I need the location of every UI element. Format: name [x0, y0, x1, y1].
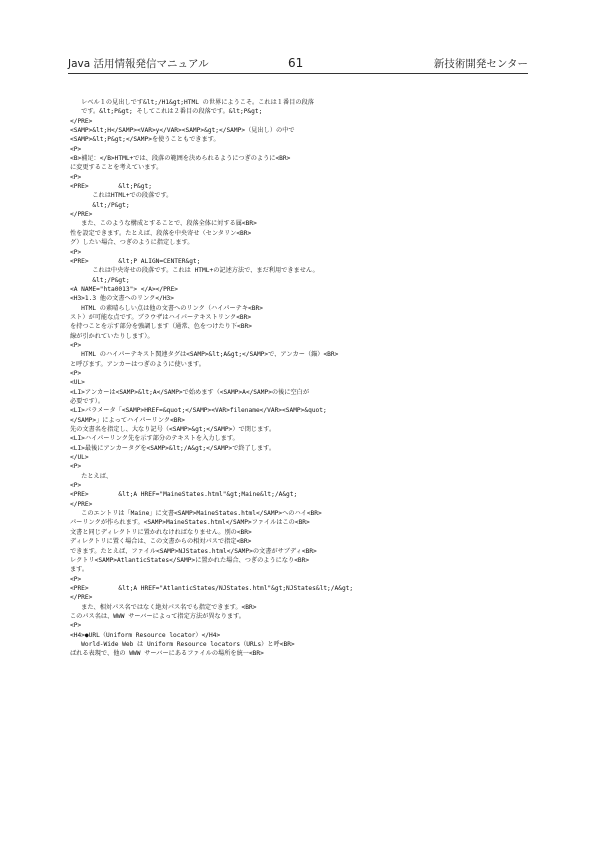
text-line: と呼びます。アンカーはつぎのように使います。: [70, 360, 205, 368]
text-line: <UL>: [70, 379, 85, 387]
header-rule: [68, 73, 528, 74]
text-line: 必要です）。: [70, 398, 105, 405]
text-line: </UL>: [70, 454, 89, 462]
text-line: <SAMP>&lt;H</SAMP><VAR>y</VAR><SAMP>&gt;</SAMP>（見出し）の中で: [70, 127, 295, 135]
text-line: に変更することを考えています。: [70, 164, 163, 172]
text-line: <LI>ハイパーリンク先を示す部分のテキストを入力します。: [70, 435, 239, 443]
text-line: できます。たとえば、ファイル<SAMP>NJStates.html</SAMP>の文書がサブディ<BR>: [70, 547, 317, 555]
text-line: 文書と同じディレクトリに置かれなければなりません。別の<BR>: [70, 528, 252, 536]
text-line: を持つことを示す部分を強調します（通常、色をつけたり下<BR>: [70, 323, 252, 331]
text-line: <P>: [70, 622, 82, 630]
text-line: <P>: [70, 482, 82, 490]
text-line: また、このような構成とすることで、段落全体に対する属<BR>: [70, 220, 257, 228]
text-line: <P>: [70, 575, 82, 583]
text-line: このエントリは「Maine」に文書<SAMP>MaineStates.html</SAMP>へのハイ<BR>: [70, 510, 322, 518]
text-line: <SAMP>&lt;P&gt;</SAMP>を使うこともできます。: [70, 136, 220, 144]
text-line: <P>: [70, 341, 82, 349]
text-line: また、相対パス名ではなく絶対パス名でも指定できます。<BR>: [70, 603, 257, 611]
text-line: HTML の素晴らしい点は他の文書へのリンク（ハイパーテキ<BR>: [70, 304, 263, 312]
text-line: <H4>●URL（Uniform Resource locator）</H4>: [70, 631, 221, 639]
document-body: [70, 98, 510, 659]
text-line: パーリンクが作られます。<SAMP>MaineStates.html</SAMP>ファイルはこの<BR>: [70, 519, 310, 527]
text-line: </SAMP>」によってハイパーリンク<BR>: [70, 416, 185, 424]
text-line: <P>: [70, 369, 82, 377]
text-line: </PRE>: [70, 211, 93, 219]
text-line: です。&lt;P&gt; そしてこれは２番目の段落です。&lt;P&gt;: [70, 108, 263, 116]
text-line: 線が引かれていたりします）。: [70, 332, 154, 340]
text-line: <P>: [70, 173, 82, 181]
text-line: <H3>1.3 他の文書へのリンク</H3>: [70, 295, 174, 303]
text-line: このパス名は、WWW サーバーによって指定方法が異なります。: [70, 612, 245, 620]
text-line: <B>補足：</B>HTML+では、段落の範囲を決められるようにつぎのように<BR>: [70, 155, 291, 163]
text-line: </PRE>: [70, 117, 93, 125]
text-line: <PRE> &lt;A HREF="MaineStates.html"&gt;Maine&lt;/A&gt;: [70, 491, 298, 499]
text-line: <LI>アンカーは<SAMP>&lt;A</SAMP>で始めます（<SAMP>A</SAMP>の後に空白が: [70, 388, 310, 396]
text-line: 性を設定できます。たとえば、段落を中央寄せ（センタリン<BR>: [70, 229, 252, 237]
page-header: [68, 56, 528, 70]
text-line: <LI>パラメータ「<SAMP>HREF=&quot;</SAMP><VAR>filename</VAR><SAMP>&quot;: [70, 407, 327, 415]
text-line: <P>: [70, 248, 82, 256]
text-line: <A NAME="hta0013"> </A></PRE>: [70, 285, 179, 293]
text-line: World-Wide Web は Uniform Resource locators（URLs）と呼<BR>: [70, 640, 295, 648]
header-organization: 新技術開発センター: [433, 58, 528, 70]
text-line: ばれる表現で、他の WWW サーバーにあるファイルの場所を統一<BR>: [70, 650, 264, 658]
text-line: <PRE> &lt;P&gt;: [70, 183, 152, 191]
text-line: <PRE> &lt;P ALIGN=CENTER&gt;: [70, 257, 201, 265]
text-line: ディレクトリに置く場合は、この文書からの相対パスで指定<BR>: [70, 538, 252, 546]
text-line: &lt;/P&gt;: [70, 276, 130, 284]
text-line: ます。: [70, 566, 89, 574]
text-line: </PRE>: [70, 500, 93, 508]
text-line: これはHTML+での段落です。: [70, 192, 173, 200]
header-manual-title: Java 活用情報発信マニュアル: [68, 58, 209, 70]
text-line: 先の文書名を指定し、大なり記号（<SAMP>&gt;</SAMP>）で閉じます。: [70, 426, 276, 434]
text-line: レクトリ<SAMP>AtlanticStates</SAMP>に置かれた場合、つぎのようになり<BR>: [70, 556, 310, 564]
text-line: <P>: [70, 145, 82, 153]
text-line: HTML のハイパーテキスト関連タグは<SAMP>&lt;A&gt;</SAMP>で、アンカー（錨）<BR>: [70, 351, 339, 359]
text-line: スト）が可能な点です。ブラウザはハイパーテキストリンク<BR>: [70, 313, 252, 321]
text-line: </PRE>: [70, 594, 93, 602]
text-line: <LI>最後にアンカータグを<SAMP>&lt;/A&gt;</SAMP>で終了します。: [70, 444, 276, 452]
text-line: これは中央寄せの段落です。これは HTML+の記述方法で、まだ利用できません。: [70, 267, 319, 275]
text-line: &lt;/P&gt;: [70, 201, 130, 209]
text-line: <PRE> &lt;A HREF="AtlanticStates/NJStates.html"&gt;NJStates&lt;/A&gt;: [70, 584, 354, 592]
text-line: たとえば、: [70, 472, 113, 480]
page-number: 61: [288, 56, 304, 70]
text-line: グ）したい場合、つぎのように指定します。: [70, 239, 194, 247]
text-line: <P>: [70, 463, 82, 471]
text-line: レベル１の見出しです&lt;/H1&gt;HTML の世界にようこそ。これは１番目の段落: [70, 99, 314, 106]
